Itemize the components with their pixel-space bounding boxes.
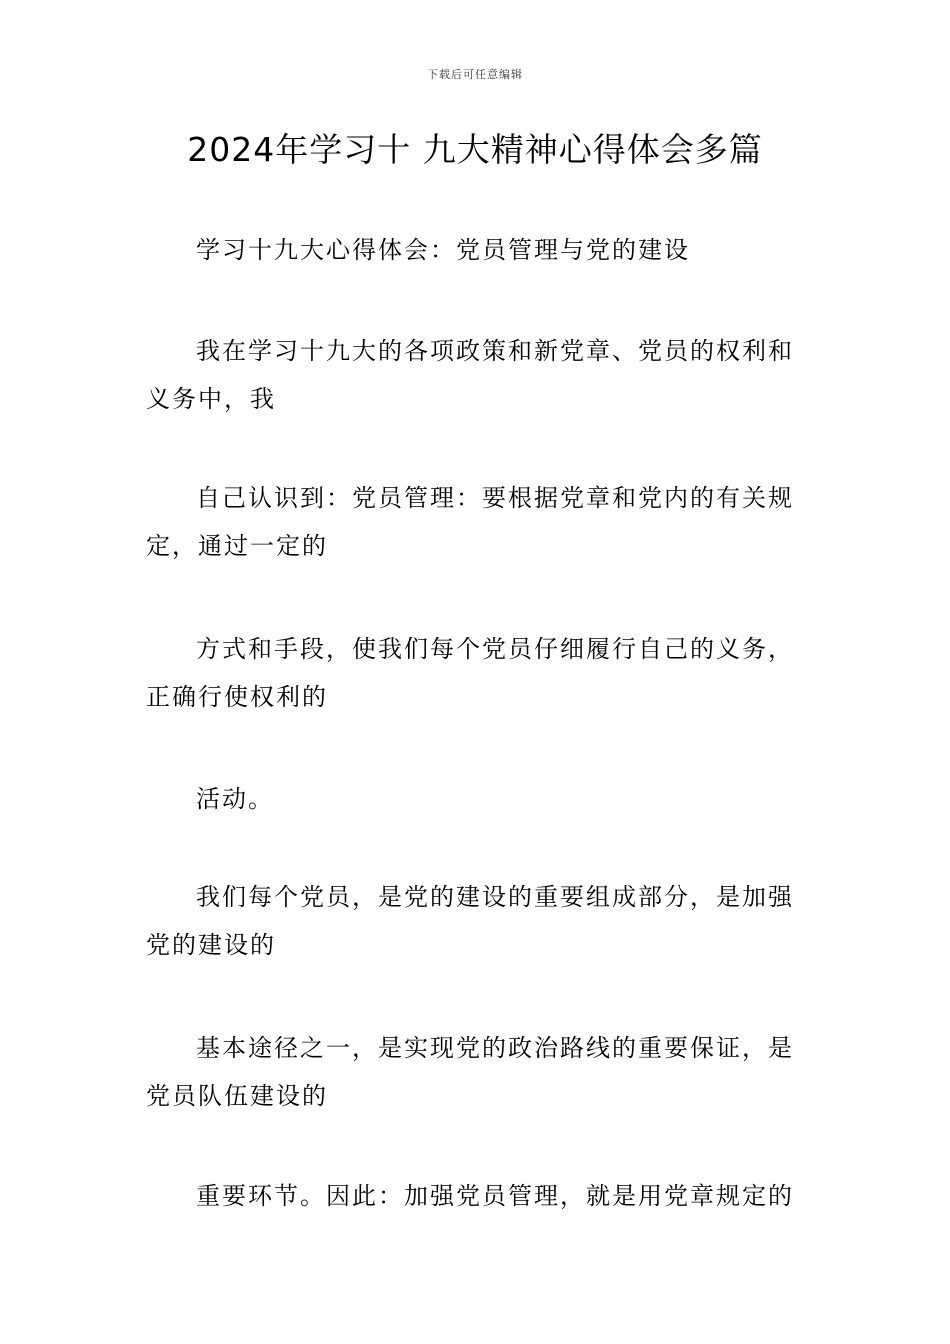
paragraph-3: 自己认识到：党员管理：要根据党章和党内的有关规定，通过一定的 <box>146 484 794 560</box>
paragraph-8: 重要环节。因此：加强党员管理，就是用党章规定的 <box>196 1182 794 1210</box>
paragraph-5: 活动。 <box>196 785 274 813</box>
paragraph-2: 我在学习十九大的各项政策和新党章、党员的权利和义务中，我 <box>146 337 794 413</box>
paragraph-7: 基本途径之一，是实现党的政治路线的重要保证，是党员队伍建设的 <box>146 1034 794 1110</box>
paragraph-6: 我们每个党员，是党的建设的重要组成部分，是加强党的建设的 <box>146 883 794 959</box>
paragraph-1: 学习十九大心得体会：党员管理与党的建设 <box>196 236 690 264</box>
paragraph-4: 方式和手段，使我们每个党员仔细履行自己的义务，正确行使权利的 <box>146 635 794 711</box>
header-note: 下载后可任意编辑 <box>427 68 523 81</box>
document-title: 2024年学习十 九大精神心得体会多篇 <box>187 130 763 169</box>
